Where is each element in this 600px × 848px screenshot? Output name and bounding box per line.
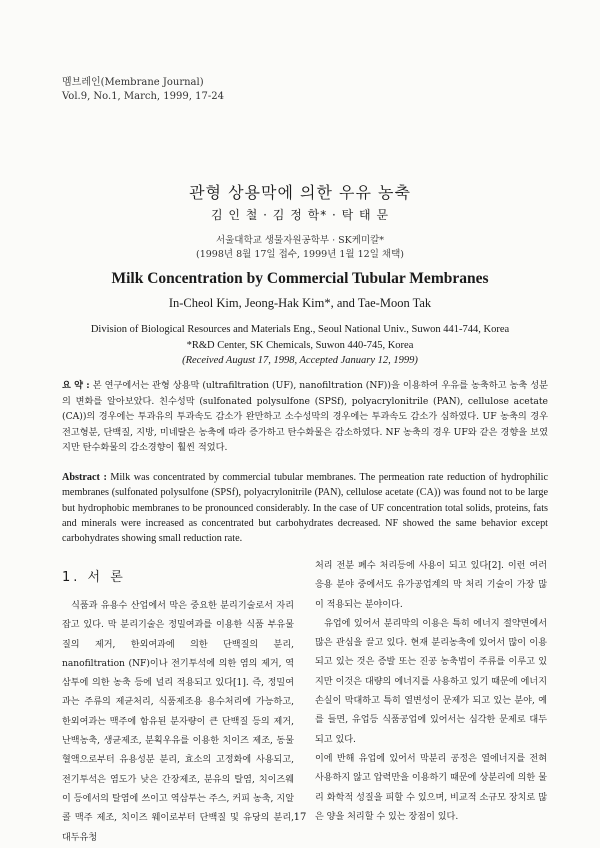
body-column-right <box>315 557 547 827</box>
journal-issue: Vol.9, No.1, March, 1999, 17-24 <box>62 91 224 102</box>
body-column-left <box>62 597 294 848</box>
abstract-english-text: Milk was concentrated by commercial tubular membranes. The permeation rate reduction of hydrophilic membranes (sulfonated polysulfone (SPSf), polyacrylonitrile (PAN), cellulose acetate (CA)) was found not to be large but hydrophobic membranes to be pronounced considerably. In the case of UF concentration total solids, proteins, fats and minerals were increased as concentrated but carbohydrates decreased. NF showed the same behavior except carbohydrates showing small reduction rate. <box>62 472 548 545</box>
affiliation-english-1: Division of Biological Resources and Materials Eng., Seoul National Univ., Suwon 441-744, Korea <box>90 324 510 335</box>
affiliation-korean: 서울대학교 생물자원공학부 · SK케미칼* <box>215 235 385 246</box>
abstract-korean-text: 본 연구에서는 관형 상용막 (ultrafiltration (UF), nanofiltration (NF))을 이용하여 우유를 농축하고 농축 성분의 변화를 알아보았다. 친수성막 (sulfonated polysulfone (SPSf), polyacrylonitrile (PAN), cellulose acetate (CA))의 경우에는 투과유의 투과속도 감소가 완만하고 소수성막의 경우에는 투과속도 감소가 심하였다. UF 농축의 경우 전고형분, 단백질, 지방, 미네랄은 농축에 따라 증가하고 탄수화물은 감소하였다. NF 농축의 경우 UF와 같은 경향을 보였지만 탄수화물의 감소경향이 훨씬 적었다. <box>62 380 548 454</box>
affiliation-korean-block <box>0 234 600 262</box>
received-english: (Received August 17, 1998, Accepted January 12, 1999) <box>182 355 418 366</box>
body-paragraph: 처리 전분 폐수 처리등에 사용이 되고 있다[2]. 이런 여러 응용 분야 중에서도 유가공업계의 막 처리 기술이 가장 많이 적용되는 분야이다. <box>315 561 547 610</box>
body-paragraph: 식품과 유용수 산업에서 막은 중요한 분리기술로서 자리잡고 있다. 막 분리기술은 정밀여과를 이용한 식품 부유물질의 제거, 한외여과에 의한 단백질의 분리, nanofiltration (NF)이나 전기투석에 의한 염의 제거, 역삼투에 의한 농축 등에 널리 적용되고 있다[1]. 즉, 정밀여과는 주류의 제균처리, 식품제조용 용수처리에 가능하고, 한외여과는 맥주에 함유된 분자량이 큰 단백질 등의 제거, 난백농축, 생균제조, 분획우유를 이용한 치이즈 제조, 동물 혈액으로부터 유용성분 분리, 효소의 고정화에 사용되고, 전기투석은 염도가 낮은 간장제조, 분유의 탈염, 치이즈웨이 등에서의 탈염에 쓰이고 역삼투는 주스, 커피 농축, 지알콜 맥주 제조, 치이즈 웨이로부터 단백질 및 유당의 분리, 대두유청 <box>62 601 294 843</box>
title-english: Milk Concentration by Commercial Tubular Membranes <box>111 270 489 287</box>
body-paragraph: 유업에 있어서 분리막의 이용은 특히 에너지 절약면에서 많은 관심을 끌고 있다. 현재 분리농축에 있어서 많이 이용되고 있는 것은 증발 또는 진공 농축법이 주류를 이루고 있지만 이것은 대량의 에너지를 사용하고 있기 때문에 에너지 손실이 막대하고 특히 열변성이 문제가 되고 있는 분야, 예를 들면, 유업등 식품공업에 있어서는 심각한 문제로 대두되고 있다. <box>315 618 547 745</box>
authors-english: In-Cheol Kim, Jeong-Hak Kim*, and Tae-Moon Tak <box>168 296 432 310</box>
page-number: 17 <box>293 812 307 823</box>
affiliation-english-2: *R&D Center, SK Chemicals, Suwon 440-745, Korea <box>186 339 414 351</box>
abstract-korean-label: 요 약 : <box>62 380 90 391</box>
affiliation-english-block <box>0 322 600 369</box>
journal-name: 멤브레인(Membrane Journal) <box>62 77 204 88</box>
journal-header <box>62 76 224 104</box>
title-korean: 관형 상용막에 의한 우유 농축 <box>189 183 411 202</box>
section-heading-introduction: 1. 서 론 <box>62 570 126 585</box>
abstract-korean <box>62 378 548 456</box>
abstract-english-label: Abstract : <box>62 472 107 483</box>
abstract-english <box>62 470 548 546</box>
body-paragraph: 이에 반해 유업에 있어서 막분리 공정은 열에너지를 전혀 사용하지 않고 압력만을 이용하기 때문에 상분리에 의한 물리 화학적 성질을 피할 수 있으며, 비교적 소규모 장치로 많은 양을 처리할 수 있는 장점이 있다. <box>315 753 547 822</box>
received-korean: (1998년 8월 17일 접수, 1999년 1월 12일 채택) <box>196 249 404 260</box>
authors-korean: 김 인 철 · 김 정 학* · 탁 태 문 <box>210 208 390 222</box>
